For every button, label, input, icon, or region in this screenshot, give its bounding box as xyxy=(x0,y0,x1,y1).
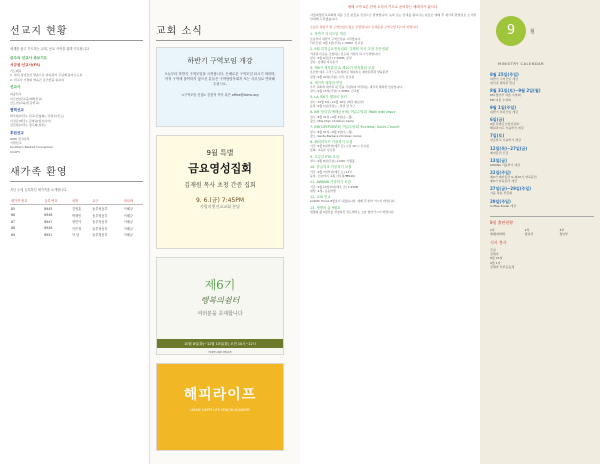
calendar-item xyxy=(490,170,594,183)
block-line: 김민철(미국), 정두희(일본) xyxy=(10,123,46,128)
calendar-date: 9월 1일(주일) xyxy=(490,104,517,110)
calendar-line: 제9기 양육훈련 개강 xyxy=(490,179,518,184)
calendar-item xyxy=(490,133,594,142)
calendar-line: 해피라이프 가을학기 개강 xyxy=(490,126,524,131)
attendance-cell: 3부 xyxy=(559,227,565,232)
church-news-title: 교회 소식 xyxy=(156,22,292,41)
table-row xyxy=(10,232,143,239)
calendar-line: 새가족 행복한 만남 xyxy=(490,81,516,86)
calendar-line: 제9기 제자훈련 & 제10기 양육훈련 xyxy=(490,175,537,180)
mission-block xyxy=(10,131,143,155)
mission-block xyxy=(10,63,143,82)
meal-service-line: 주일 xyxy=(490,247,496,252)
calendar-item xyxy=(490,199,594,208)
meal-service-line: 8월 25일 xyxy=(490,256,503,261)
news-item-line: 일시: 9월 8일(주일) 11AM, 기쁨홀 xyxy=(310,159,355,164)
calendar-column xyxy=(480,0,600,464)
news-cards-column xyxy=(150,0,300,464)
card-contact: <구역모임 신청> 김현석 목사 혹은 office@lolmc.org xyxy=(181,93,259,97)
calendar-date: 22일(주일) xyxy=(490,170,511,176)
news-item xyxy=(310,32,476,45)
news-item-line: 장소: Mile High Christian Camp xyxy=(310,118,355,123)
card-place: 사랑의빛선교교회 본당 xyxy=(200,204,240,209)
news-item-line: 일시: 9월 6일(금) 7:45PM, 본당 xyxy=(310,55,352,60)
attendance-cell: 청년부 xyxy=(524,232,534,237)
news-item-line: 일시: 10월 8일~12월 10일 (매주 화요일) xyxy=(310,100,364,105)
card-headline: 금요영성집회 xyxy=(188,162,252,175)
block-head: 후원선교 xyxy=(10,130,24,135)
news-item-line: 일정: 9월 22일(주일) 시작, 친교실 xyxy=(310,74,355,79)
news-header: 예배 시작 5분 전에 오셔서 기도로 준비하는 예배자가 됩시다. xyxy=(347,5,439,9)
welcome-col-header: 성명 xyxy=(71,197,91,205)
attendance-cell: 예배/세계부 xyxy=(490,232,506,237)
news-item xyxy=(310,95,476,108)
table-cell: 8945 xyxy=(44,206,53,211)
news-item-title: 5. LA 제6기 행복의 쉼터 xyxy=(310,95,347,100)
news-item xyxy=(310,180,476,193)
table-cell: 이은정 xyxy=(71,226,82,231)
news-item-line: 오늘부터 하반기 구역모임을 시작합니다. xyxy=(310,36,362,41)
news-item-line: 리더모임: 9월 1일(주일) 1:30PM, 친교실 xyxy=(310,40,363,45)
calendar-item xyxy=(490,146,594,155)
news-text-column xyxy=(300,0,480,464)
news-item-title: 11. AWANA 가을학기 모집 xyxy=(310,180,351,185)
calendar-line: 하반기 리더모임 개강 xyxy=(490,109,518,114)
news-item-title: 6. KM 청년부(예배공동체) 여름수양회 'Walk with Jesus' xyxy=(310,110,397,115)
revival-card[interactable] xyxy=(156,135,284,249)
meal-service-line: 전체자 xyxy=(490,252,499,257)
table-cell: 8946 xyxy=(44,213,53,218)
happiness-shelter-card[interactable] xyxy=(156,257,284,355)
month-badge: 9 xyxy=(496,16,526,46)
welcome-col-header: 새가족 번호 xyxy=(10,197,43,205)
calendar-line: 9월 특별금요영성집회 xyxy=(490,122,519,127)
news-item xyxy=(310,47,476,64)
table-cell: 이혜규 xyxy=(123,220,133,225)
news-item-line: 온전한 예수 그리스도의 제자로 세워지는 제자훈련과 양육훈련 xyxy=(310,70,389,75)
calendar-item xyxy=(490,186,594,195)
calendar-item xyxy=(490,88,594,101)
calendar-title: MINISTRY CALENDAR xyxy=(498,62,545,66)
table-row xyxy=(10,212,143,219)
table-cell: 이혜규 xyxy=(123,226,133,231)
calendar-line: Coffee Break 개강 xyxy=(490,203,517,208)
news-item xyxy=(310,206,476,215)
block-line: 기도제목 xyxy=(10,69,22,73)
news-item-line: 문의: 교육부 사무실 xyxy=(310,148,336,153)
news-item-title: 13. 생명의 삶 9월호 xyxy=(310,205,341,210)
mission-block xyxy=(10,108,143,127)
table-cell: 동부성동부 xyxy=(92,220,108,225)
table-cell: 동부성동부 xyxy=(92,226,108,231)
news-item-line: 대상: 4세~초등학생 xyxy=(310,188,336,193)
block-line: 기관선교 xyxy=(10,141,22,146)
news-item xyxy=(310,66,476,79)
news-intro-highlight: 오늘은 하반기 첫 구역모임이 있는 주일입니다. 은혜로운 구역모임 되시기 바랍니다. xyxy=(310,24,420,29)
news-item-title: 10. 한글학교 가을학기 모집 xyxy=(310,165,352,170)
card-edition: 제6기 xyxy=(204,278,236,292)
news-item-title: 8. 해피라이프 가을학기 모집 xyxy=(310,139,353,144)
month-label: 월 xyxy=(530,29,535,35)
table-cell: 동부성동부 xyxy=(92,213,108,218)
meal-service-line: 전체자 부부공동체 xyxy=(490,265,515,270)
news-item-line: 생명의 삶 9월호를 신청하신 성도께서는 오늘 찾아가시기 바랍니다. xyxy=(310,210,395,215)
calendar-line: EM 여름 수양회 xyxy=(490,97,511,102)
welcome-col-header: 비나바 xyxy=(123,197,143,205)
table-cell: 동부성동부 xyxy=(92,233,108,238)
table-cell: 89 xyxy=(11,232,16,237)
attendance-cell: 2부 xyxy=(524,227,530,232)
news-item-line: 일시: 8월 31일~9월 2일(토~월) xyxy=(310,114,353,119)
table-cell: 88 xyxy=(11,226,16,231)
block-line: Southern Baptist Convention xyxy=(10,145,54,150)
card-date: 9. 6.(금) 7:45PM xyxy=(195,197,244,204)
table-cell: 8952 xyxy=(44,232,53,237)
calendar-item xyxy=(490,158,594,167)
table-row xyxy=(10,205,143,212)
news-item-line: 등록: 오늘까지 교회 사무실(₩240) xyxy=(310,173,356,178)
card-speaker: 김재원 목사 초청 간증 집회 xyxy=(184,182,256,189)
welcome-table xyxy=(10,197,143,238)
card-english: LOLMC HAPPY LIFE SENIOR ACADEMY xyxy=(190,408,250,412)
card-english: HOPE AND PEACE xyxy=(208,351,232,354)
welcome-col-header: 등록 번호 xyxy=(43,197,71,205)
card-script-title: 행복의쉼터 xyxy=(200,296,240,305)
attendance-cell: 청년부 xyxy=(559,232,569,237)
prayer-section-label: 금주의 선교사 중보기도 xyxy=(10,56,48,60)
calendar-line: 하반기 구역모임 개강 xyxy=(490,77,518,81)
calendar-line: 한글학교 가을학기 개강 xyxy=(490,138,521,143)
welcome-intro: 지난 주에 등록하신 새가족을 소개합니다. xyxy=(10,188,68,193)
table-cell: 정민아 xyxy=(71,220,82,225)
news-item-line: 등록: 9월 1일(주일)~, 본당 앞 부스 xyxy=(310,104,356,109)
block-line: 2. 선교사 가정의 영육간 강건함을 위하여 xyxy=(10,77,64,82)
block-line: 파송선교 xyxy=(10,92,22,97)
card-logo: 해피라이프 xyxy=(183,387,257,403)
news-item xyxy=(310,140,476,153)
block-line: 이성균(태국), 김영남(캄보디아) xyxy=(10,118,52,123)
news-item-line: 기간: 9월 7일부터(매주 토) 13주 xyxy=(310,169,353,174)
news-item-title: 9. 초등부 PTA 모임 xyxy=(310,154,340,159)
news-item-line: 강사: 김재원 아나운서 xyxy=(310,59,338,64)
meal-service-line: 9월 1일 xyxy=(490,260,501,265)
table-cell: 8947 xyxy=(44,219,53,224)
calendar-date: 6일(금) xyxy=(490,117,505,123)
block-line: CCAFV xyxy=(10,149,21,154)
calendar-item xyxy=(490,117,594,130)
news-item xyxy=(310,165,476,178)
calendar-line: AWANA 가을학기 개강 xyxy=(490,162,521,167)
meal-service-title: 식사 봉사 xyxy=(490,239,507,245)
missions-intro: 세계를 품고 기도하는 교회, 선교 사역을 위해 기도합니다 xyxy=(10,47,89,51)
mission-block xyxy=(10,85,143,105)
news-item xyxy=(310,125,476,138)
happy-life-card[interactable] xyxy=(156,363,284,451)
table-cell: 이혜규 xyxy=(123,213,133,218)
card-date-bar: 10월 8일(화)~12월 10일(화) 오전 10시~12시 xyxy=(157,339,283,348)
attendance-cell: 1부 xyxy=(490,227,495,232)
news-item xyxy=(310,110,476,123)
block-line: 신도연(교육/한글학교) xyxy=(10,101,40,106)
calendar-date: 8월 31일(토)~9월 2일(월) xyxy=(490,88,541,94)
news-item-title: 12. 교회 선교 xyxy=(310,194,331,199)
calendar-date: 12일(목)~27일(금) xyxy=(490,145,528,151)
table-cell: 김영훈 xyxy=(71,207,82,212)
news-intro: 사랑의빛선교교회에 처음 오신 분들을 진심으로 환영합니다. 등록 또는 안내를 원하시는 분들은 예배 후 새가족 환영실로 오시면 안내해 드리겠습니다. xyxy=(310,13,476,22)
table-cell: 이혜규 xyxy=(123,233,133,238)
calendar-date: 8월 25일(주일) xyxy=(490,72,519,77)
block-line: 1. 현지 청년들이 말씀으로 양육되어 주님께 돌아오도록 xyxy=(10,73,83,78)
news-item xyxy=(310,195,476,204)
block-head: 서규원 선교사(FS) xyxy=(10,63,41,67)
table-row xyxy=(10,218,143,225)
table-cell: 8948 xyxy=(44,226,53,231)
news-item-title: 7. EM(LIFEPOINTE) 여름수양회 'Ecclesia, God's Church' xyxy=(310,125,401,129)
calendar-item xyxy=(490,105,594,114)
welcome-title: 새가족 환영 xyxy=(10,163,143,182)
calendar-date: 7일(토) xyxy=(490,133,505,139)
table-cell: 이 남 xyxy=(71,233,80,238)
block-head: 선교사 xyxy=(10,85,21,90)
news-item-line: 장소: Santa Barbara Christian Camp xyxy=(310,133,362,138)
calendar-item xyxy=(490,72,594,85)
news-item xyxy=(310,155,476,164)
news-item-line: 가족과 이웃을 초청하는 전도의 기회가 되시기 바랍니다. xyxy=(310,51,381,56)
block-line: GMU 선교본부 xyxy=(10,136,30,141)
table-cell: 86 xyxy=(11,213,16,218)
news-item-title: 3. 제9기 제자훈련 & 제10기 양육훈련 모집 xyxy=(310,65,375,70)
news-item-line: 우리 교회에 새가족 된 것을 기념하여 마련하는 새가족 행복한 만남입니다. xyxy=(310,85,403,90)
table-cell: 동부성동부 xyxy=(92,207,108,212)
small-group-card[interactable] xyxy=(156,47,284,127)
table-cell: 이혜규 xyxy=(123,207,133,212)
welcome-col-header: 교구 xyxy=(91,197,122,205)
news-item xyxy=(310,81,476,94)
block-line: 이두연(선교중/대학선교) xyxy=(10,96,43,101)
news-item-title: 4. 새가족 행복한 만남 xyxy=(310,80,343,85)
news-item-line: LOLMC Times 8월호가 나왔습니다. 예배 후 받아 가시기 바랍니다. xyxy=(310,199,396,204)
missions-title: 선교지 현황 xyxy=(10,22,143,41)
news-item-line: 기간: 9월 6일부터(매주 금) 오전 10시, 친교실 xyxy=(310,144,369,149)
table-cell: 박재민 xyxy=(71,213,82,218)
news-item-line: 기간: 9월 13일부터(매주 금) 7:45PM xyxy=(310,184,359,189)
attendance-grid xyxy=(490,228,594,237)
news-item-line: 일시: 9월 15일(주일) 1:30PM, 친교실 xyxy=(310,89,360,94)
card-body: 오늘부터 하반기 구역모임을 시작합니다. 은혜로운 구역모임 되시기 바라며, 아직 구역에 참여하지 않으신 분들은 구역담당목회자 또는 사무실로 연락해 주십시오. xyxy=(164,72,276,86)
block-line: 박주현(미주), 전교(김창희), 강명수(인도) xyxy=(10,114,65,119)
block-head: 협력선교 xyxy=(10,108,24,113)
calendar-line: KM 청년부 여름 수양회 xyxy=(490,93,521,98)
attendance-title: 8월 출판현황 xyxy=(490,219,514,225)
missions-column xyxy=(0,0,150,464)
table-cell: 85 xyxy=(11,206,16,211)
news-item-title: 2. 9월 특별금요영성집회 '김재원 목사 초청 간증집회' xyxy=(310,47,390,51)
calendar-date: 13일(금) xyxy=(490,157,507,163)
calendar-line: 가을 말씀 부흥회 xyxy=(490,191,513,196)
calendar-date: 27일(금)~29일(주일) xyxy=(490,186,532,192)
card-title: 하반기 구역모임 개강 xyxy=(187,57,253,65)
card-top: 9월 특별 xyxy=(206,149,234,157)
news-item-title: 1. 하반기 리더모임 개강 xyxy=(310,32,346,37)
calendar-line: 제자훈련 모집 xyxy=(490,150,509,155)
card-subtitle: 여러분을 초대합니다 xyxy=(197,311,243,317)
table-cell: 87 xyxy=(11,219,16,224)
table-row xyxy=(10,225,143,232)
calendar-date: 29일(주일) xyxy=(490,198,511,204)
news-item-line: 일시: 8월 31일~9월 2일(토~월) xyxy=(310,129,353,134)
